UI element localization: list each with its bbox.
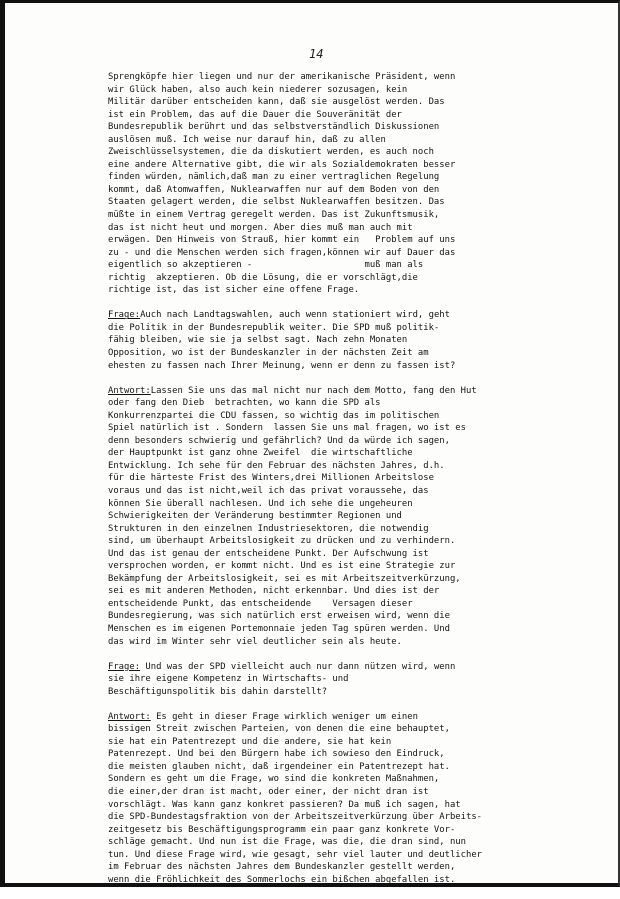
text-line <box>108 347 568 360</box>
line-text: die einer,der dran ist macht, oder einer, der nicht dran ist <box>108 786 429 797</box>
line-text: schläge gemacht. Und nun ist die Frage, was die, die dran sind, nun <box>108 837 466 848</box>
line-text: versprochen worden, er kommt nicht. Und es ist eine Strategie zur <box>108 561 456 572</box>
line-text: das wird im Winter sehr viel deutlicher sein als heute. <box>108 636 402 647</box>
speaker-label: Frage: <box>108 310 141 321</box>
line-text: Bekämpfung der Arbeitslosigkeit, sei es mit Arbeitszeitverkürzung, <box>108 573 461 584</box>
line-text: voraus und das ist nicht,weil ich das privat voraussehe, das <box>108 485 429 496</box>
text-line <box>108 560 568 573</box>
line-text: Patenrezept. Und bei den Bürgern habe ich sowieso den Eindruck, <box>108 749 445 760</box>
text-line <box>108 761 568 774</box>
text-line <box>108 824 568 837</box>
line-text: Militär darüber entscheiden kann, daß sie ausgelöst werden. Das <box>108 97 445 108</box>
text-line <box>108 773 568 786</box>
line-text: Bundesregierung, was sich natürlich erst erweisen wird, wenn die <box>108 611 450 622</box>
line-text: Zweischlüsselsystemen, die da diskutiert werden, es auch noch <box>108 147 434 158</box>
text-line <box>108 610 568 623</box>
text-line <box>108 736 568 749</box>
line-text: kommt, daß Atomwaffen, Nuklearwaffen nur auf dem Boden von den <box>108 184 440 195</box>
text-line <box>108 711 568 724</box>
line-text: zu - und die Menschen werden sich fragen,können wir auf Dauer das <box>108 247 456 258</box>
text-line <box>108 686 568 699</box>
line-text: sei es mit anderen Methoden, nicht erkennbar. Und dies ist der <box>108 586 440 597</box>
document-body <box>108 71 568 899</box>
text-line <box>108 636 568 649</box>
line-text: wir Glück haben, also auch kein niederer sozusagen, kein <box>108 84 408 95</box>
text-line <box>108 523 568 536</box>
line-text: Strukturen in den einzelnen Industriesektoren, die notwendig <box>108 523 429 534</box>
line-text: auslösen muß. Ich weise nur darauf hin, daß zu allen <box>108 134 386 145</box>
text-line <box>108 109 568 122</box>
line-text: richtige ist, das ist sicher eine offene Frage. <box>108 285 360 296</box>
line-text: Entwicklung. Ich sehe für den Februar des nächsten Jahres, d.h. <box>108 460 445 471</box>
line-text: können Sie überall nachlesen. Und ich sehe die ungeheuren <box>108 498 413 509</box>
text-line <box>108 247 568 260</box>
text-line <box>108 360 568 373</box>
text-line <box>108 435 568 448</box>
line-text: die SPD-Bundestagsfraktion von der Arbeitszeitverkürzung über Arbeits- <box>108 812 483 823</box>
text-line <box>108 71 568 84</box>
text-line <box>108 623 568 636</box>
text-line <box>108 548 568 561</box>
text-line <box>108 134 568 147</box>
text-line <box>108 472 568 485</box>
text-line <box>108 209 568 222</box>
line-text: finden würden, nämlich,daß man zu einer vertraglichen Regelung <box>108 172 440 183</box>
line-text: eigentlich so akzeptieren - muß man als <box>108 260 424 271</box>
line-text: Spiel natürlich ist . Sondern lassen Sie uns mal fragen, wo ist es <box>108 423 466 434</box>
line-text: Es geht in dieser Frage wirklich weniger um einen <box>150 711 418 722</box>
line-text: für die härteste Frist des Winters,drei Millionen Arbeitslose <box>108 473 434 484</box>
text-line <box>108 272 568 285</box>
text-line <box>108 171 568 184</box>
line-text: erwägen. Den Hinweis von Strauß, hier kommt ein Problem auf uns <box>108 235 456 246</box>
text-line <box>108 234 568 247</box>
text-line <box>108 159 568 172</box>
text-line <box>108 447 568 460</box>
line-text: entscheidende Punkt, das entscheidende Versagen dieser <box>108 598 413 609</box>
paragraph <box>108 711 568 887</box>
line-text: Bundesrepublik berührt und das selbstverständlich Diskussionen <box>108 122 440 133</box>
text-line <box>108 84 568 97</box>
line-text: Und was der SPD vielleicht auch nur dann nützen wird, wenn <box>140 661 456 672</box>
text-line <box>108 485 568 498</box>
text-line <box>108 410 568 423</box>
text-line <box>108 196 568 209</box>
line-text: Staaten gelagert werden, die selbst Nuklearwaffen besitzen. Das <box>108 197 445 208</box>
text-line <box>108 284 568 297</box>
text-line <box>108 748 568 761</box>
line-text: Beschäftigunspolitik bis dahin darstellt? <box>108 686 328 697</box>
paragraph <box>108 309 568 372</box>
text-line <box>108 385 568 398</box>
line-text: oder fang den Dieb betrachten, wo kann die SPD als <box>108 398 381 409</box>
text-line <box>108 146 568 159</box>
line-text: eine andere Alternative gibt, die wir als Sozialdemokraten besser <box>108 159 456 170</box>
line-text: sind, um überhaupt Arbeitslosigkeit zu drücken und zu verhindern. <box>108 536 456 547</box>
text-line <box>108 673 568 686</box>
text-line <box>108 397 568 410</box>
text-line <box>108 861 568 874</box>
text-line <box>108 585 568 598</box>
text-line <box>108 309 568 322</box>
line-text: Sprengköpfe hier liegen und nur der amerikanische Präsident, wenn <box>108 72 456 82</box>
line-text: Schwierigkeiten der Veränderung bestimmter Regionen und <box>108 511 402 522</box>
line-text: bissigen Streit zwischen Parteien, von denen die eine behauptet, <box>108 724 450 735</box>
line-text: Auch nach Landtagswahlen, auch wenn stationiert wird, geht <box>140 310 450 321</box>
line-text: der Hauptpunkt ist ganz ohne Zweifel die wirtschaftliche <box>108 448 413 459</box>
text-line <box>108 184 568 197</box>
speaker-label: Antwort: <box>108 385 151 396</box>
speaker-label: Antwort: <box>108 711 151 722</box>
text-line <box>108 598 568 611</box>
line-text: Opposition, wo ist der Bundeskanzler in der nächsten Zeit am <box>108 347 429 358</box>
line-text: die Politik in der Bundesrepublik weiter. Die SPD muß politik- <box>108 322 440 333</box>
line-text: im Februar des nächsten Jahres dem Bundeskanzler gestellt werden, <box>108 862 456 873</box>
line-text: vorschlägt. Was kann ganz konkret passieren? Da muß ich sagen, hat <box>108 799 461 810</box>
text-line <box>108 222 568 235</box>
speaker-label: Frage: <box>108 661 141 672</box>
text-line <box>108 535 568 548</box>
text-line <box>108 121 568 134</box>
text-line <box>108 96 568 109</box>
text-line <box>108 661 568 674</box>
line-text: Lassen Sie uns das mal nicht nur nach dem Motto, fang den Hut <box>150 385 477 396</box>
line-text: müßte in einem Vertrag geregelt werden. Das ist Zukunftsmusik, <box>108 210 440 221</box>
text-line <box>108 799 568 812</box>
line-text: richtig akzeptieren. Ob die Lösung, die er vorschlägt,die <box>108 272 418 283</box>
text-line <box>108 836 568 849</box>
text-line <box>108 460 568 473</box>
text-line <box>108 723 568 736</box>
text-line <box>108 811 568 824</box>
line-text: fähig bleiben, wie sie ja selbst sagt. Nach zehn Monaten <box>108 335 408 346</box>
text-line <box>108 849 568 862</box>
text-line <box>108 510 568 523</box>
line-text: wenn die Fröhlichkeit des Sommerlochs ein bißchen abgefallen ist. <box>108 874 456 885</box>
text-line <box>108 322 568 335</box>
text-line <box>108 874 568 887</box>
line-text: zeitgesetz bis Beschäftigungsprogramm ein paar ganz konkrete Vor- <box>108 824 456 835</box>
line-text: ehesten zu fassen nach Ihrer Meinung, wenn er denn zu fassen ist? <box>108 360 456 371</box>
paragraph <box>108 71 568 297</box>
line-text: sie hat ein Patentrezept und die andere, sie hat kein <box>108 736 392 747</box>
line-text: ist ein Problem, das auf die Dauer die Souveränität der <box>108 109 402 120</box>
text-line <box>108 573 568 586</box>
text-line <box>108 259 568 272</box>
line-text: Und das ist genau der entscheidene Punkt. Der Aufschwung ist <box>108 548 429 559</box>
line-text: Sondern es geht um die Frage, wo sind die konkreten Maßnahmen, <box>108 774 440 785</box>
line-text: das ist nicht heut und morgen. Aber dies muß man auch mit <box>108 222 413 233</box>
page-number: 14 <box>309 47 324 61</box>
line-text: die meisten glauben nicht, daß irgendeiner ein Patentrezept hat. <box>108 761 450 772</box>
text-line <box>108 498 568 511</box>
text-line <box>108 786 568 799</box>
text-line <box>108 334 568 347</box>
line-text: tun. Und diese Frage wird, wie gesagt, sehr viel lauter und deutlicher <box>108 849 483 860</box>
paragraph <box>108 385 568 648</box>
line-text: denn besonders schwierig und gefährlich? Und da würde ich sagen, <box>108 435 450 446</box>
line-text: sie ihre eigene Kompetenz in Wirtschafts- und <box>108 674 349 685</box>
paragraph <box>108 661 568 699</box>
line-text: Konkurrenzpartei die CDU fassen, so wichtig das im politischen <box>108 410 440 421</box>
line-text: Menschen es im eigenen Portemonnaie jeden Tag spüren werden. Und <box>108 623 450 634</box>
text-line <box>108 422 568 435</box>
